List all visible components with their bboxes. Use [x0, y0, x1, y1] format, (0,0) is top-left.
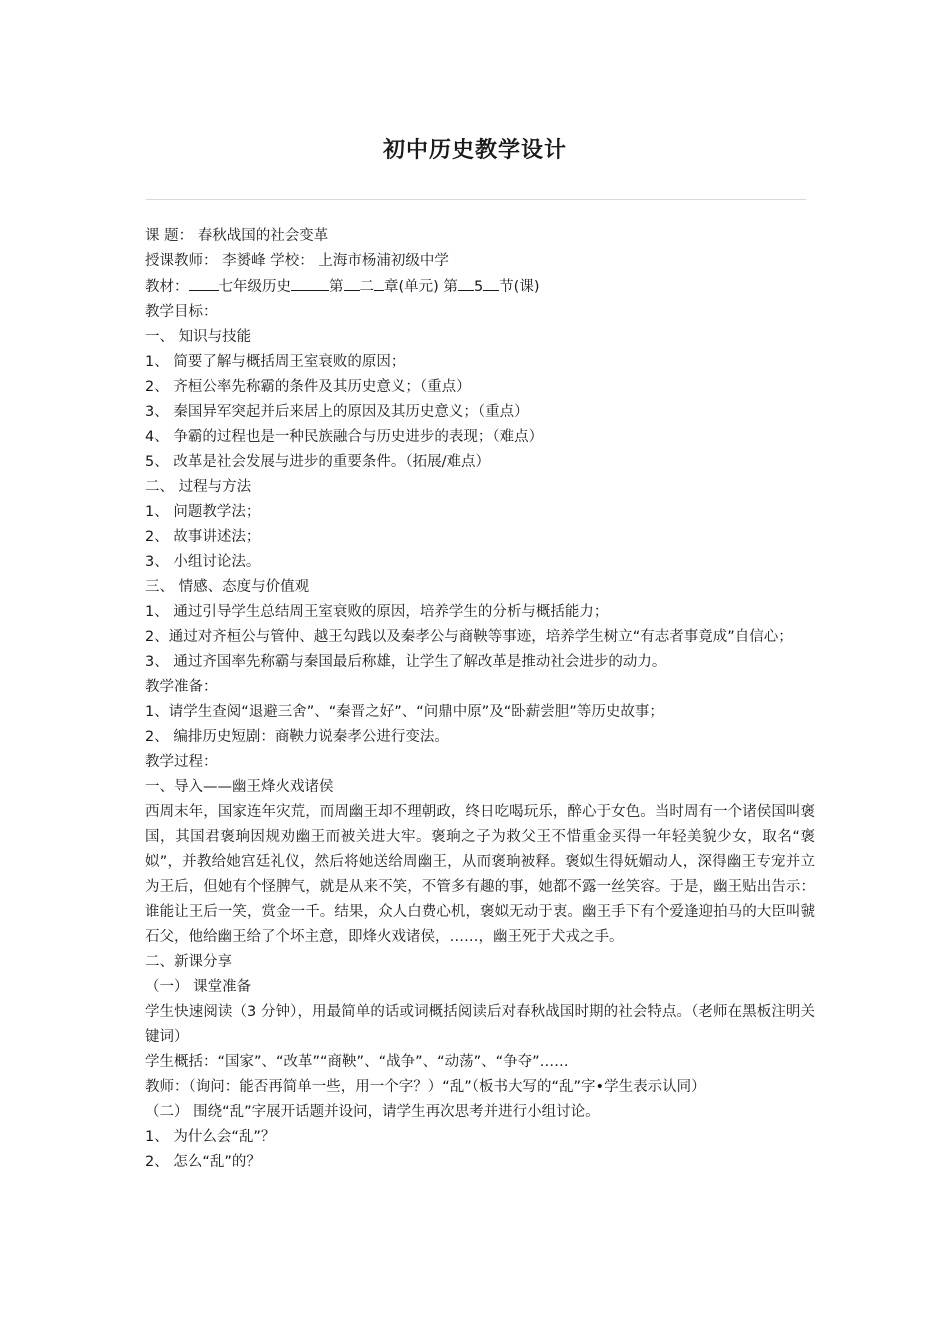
list-item: 2、通过对齐桓公与管仲、越王勾践以及秦孝公与商鞅等事迹，培养学生树立“有志者事竟成”自信心； [145, 629, 793, 645]
section-heading: 二、 过程与方法 [145, 479, 252, 495]
paragraph: 学生快速阅读（3 分钟），用最简单的话或词概括阅读后对春秋战国时期的社会特点。（老师在黑板注明关键词） [145, 1004, 815, 1045]
list-item: 2、 编排历史短剧：商鞅力说秦孝公进行变法。 [145, 729, 449, 745]
list-item: 1、请学生查阅“退避三舍”、“秦晋之好”、“问鼎中原”及“卧薪尝胆”等历史故事； [145, 704, 664, 720]
section-heading: 一、导入——幽王烽火戏诸侯 [145, 779, 334, 795]
subsection-heading: （一） 课堂准备 [145, 979, 252, 995]
list-item: 3、 通过齐国率先称霸与秦国最后称雄，让学生了解改革是推动社会进步的动力。 [145, 654, 667, 670]
topic-line: 课 题： 春秋战国的社会变革 [145, 228, 329, 244]
list-item: 2、 怎么“乱”的？ [145, 1154, 261, 1170]
list-item: 3、 秦国异军突起并后来居上的原因及其历史意义；（重点） [145, 404, 529, 420]
section-heading: 二、新课分享 [145, 954, 232, 970]
textbook-unit: 章(单元) 第 [384, 279, 458, 295]
list-item: 1、 通过引导学生总结周王室衰败的原因，培养学生的分析与概括能力； [145, 604, 609, 620]
textbook-prefix: 教材： [145, 279, 189, 295]
blank-underline [344, 274, 360, 291]
list-item: 1、 为什么会“乱”？ [145, 1129, 276, 1145]
list-item: 1、 问题教学法； [145, 504, 261, 520]
list-item: 3、 小组讨论法。 [145, 554, 261, 570]
blank-underline [374, 274, 384, 291]
preparation-heading: 教学准备： [145, 679, 218, 695]
textbook-lesson: 5 [473, 279, 484, 295]
list-item: 2、 齐桓公率先称霸的条件及其历史意义；（重点） [145, 379, 471, 395]
list-item: 5、 改革是社会发展与进步的重要条件。（拓展/难点） [145, 454, 490, 470]
blank-underline [483, 274, 499, 291]
title-divider [146, 199, 806, 200]
blank-underline [189, 274, 219, 291]
paragraph: 学生概括：“国家”、“改革”“商鞅”、“战争”、“动荡”、“争夺”…… [145, 1054, 569, 1070]
textbook-suffix: 节(课) [499, 279, 540, 295]
blank-underline [458, 274, 474, 291]
list-item: 2、 故事讲述法； [145, 529, 261, 545]
story-paragraph: 西周末年，国家连年灾荒，而周幽王却不理朝政，终日吃喝玩乐，醉心于女色。当时周有一个诸侯国叫褒国，其国君褒珦因规劝幽王而被关进大牢。褒珦之子为救父王不惜重金买得一年轻美貌少女，取名“褒姒”，并教给她宫廷礼仪，然后将她送给周幽王，从而褒珦被释。褒姒生得妩媚动人，深得幽王专宠并立为王后，但她有个怪脾气，就是从来不笑，不管多有趣的事，她都不露一丝笑容。于是，幽王贴出告示：谁能让王后一笑，赏金一千。结果，众人白费心机，褒姒无动于衷。幽王手下有个爱逢迎拍马的大臣叫虢石父，他给幽王给了个坏主意，即烽火戏诸侯，……，幽王死于犬戎之手。 [145, 804, 815, 945]
blank-underline [291, 274, 329, 291]
process-heading: 教学过程： [145, 754, 218, 770]
subsection-heading: （二） 围绕“乱”字展开话题并设问，请学生再次思考并进行小组讨论。 [145, 1104, 600, 1120]
paragraph: 教师：（询问：能否再简单一些，用一个字？）“乱”（板书大写的“乱”字•学生表示认同） [145, 1079, 706, 1095]
textbook-chapter: 二 [359, 279, 374, 295]
section-heading: 一、 知识与技能 [145, 329, 252, 345]
document-title: 初中历史教学设计 [382, 138, 567, 163]
textbook-line [145, 274, 815, 300]
list-item: 4、 争霸的过程也是一种民族融合与历史进步的表现；（难点） [145, 429, 544, 445]
objectives-heading: 教学目标： [145, 304, 218, 320]
teacher-line: 授课教师： 李赟峰 学校： 上海市杨浦初级中学 [145, 253, 449, 269]
section-heading: 三、 情感、态度与价值观 [145, 579, 310, 595]
textbook-course: 七年级历史 [218, 279, 291, 295]
document-body [145, 224, 815, 1175]
list-item: 1、 简要了解与概括周王室衰败的原因； [145, 354, 406, 370]
textbook-di: 第 [329, 279, 344, 295]
